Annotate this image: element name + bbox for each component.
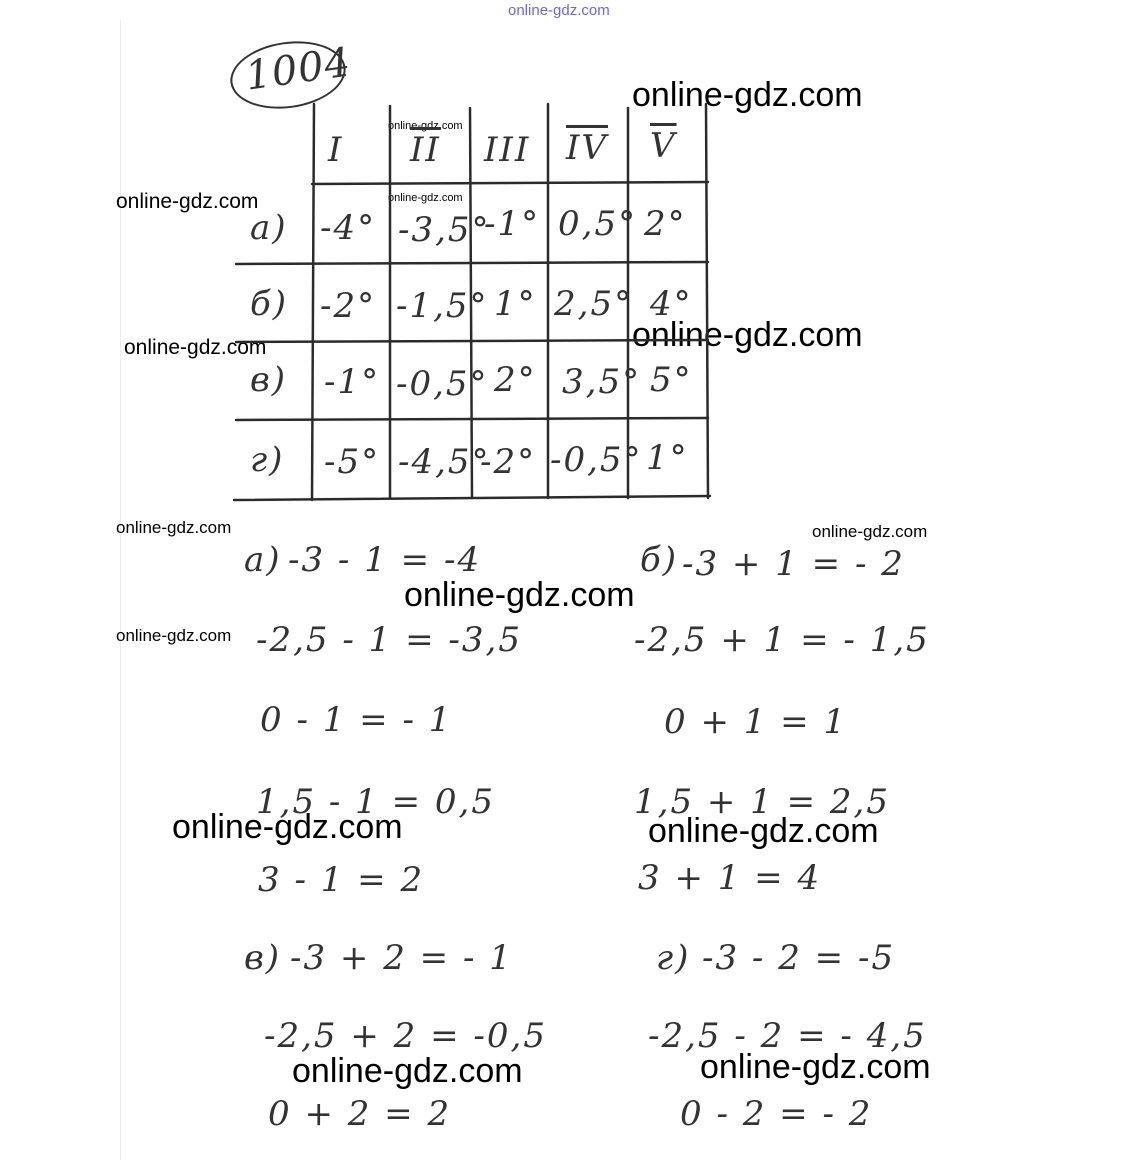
watermark: online-gdz.com xyxy=(632,76,863,114)
row-label: в) xyxy=(250,360,288,400)
table-cell: 2° xyxy=(644,204,687,244)
table-cell: 5° xyxy=(650,360,693,400)
watermark: online-gdz.com xyxy=(388,192,463,204)
watermark: online-gdz.com xyxy=(116,626,232,645)
solution-label: б) xyxy=(640,540,679,580)
table-cell: -2° xyxy=(320,286,377,326)
watermark: online-gdz.com xyxy=(648,812,879,850)
watermark: online-gdz.com xyxy=(124,336,267,359)
watermark: online-gdz.com xyxy=(388,120,463,132)
solution-line: 0 - 1 = - 1 xyxy=(260,700,453,740)
table-cell: 3,5° xyxy=(562,362,642,402)
solution-label: в) xyxy=(244,938,282,978)
solution-line: 3 - 1 = 2 xyxy=(258,860,425,900)
solution-line: -2,5 + 2 = -0,5 xyxy=(264,1016,547,1056)
solution-line: -2,5 - 1 = -3,5 xyxy=(256,620,522,660)
table-cell: -2° xyxy=(480,442,537,482)
row-label: г) xyxy=(250,440,285,480)
solution-line: -2,5 + 1 = - 1,5 xyxy=(634,620,930,660)
solution-label: а) xyxy=(244,540,282,580)
table-cell: -0,5° xyxy=(396,364,489,404)
table-cell: -0,5° xyxy=(550,440,643,480)
table-cell: -5° xyxy=(324,442,381,482)
watermark: online-gdz.com xyxy=(700,1048,931,1086)
solution-label: г) xyxy=(656,938,691,978)
table-cell: -4,5° xyxy=(398,442,491,482)
grid-line xyxy=(312,182,708,184)
watermark: online-gdz.com xyxy=(116,190,259,213)
solution-line: -3 - 2 = -5 xyxy=(702,938,896,978)
solution-line: -3 + 2 = - 1 xyxy=(290,938,513,978)
table-cell: 2,5° xyxy=(554,284,634,324)
problem-number: 1004 xyxy=(242,39,354,100)
table-cell: -1° xyxy=(324,362,381,402)
column-header: I xyxy=(328,130,344,170)
solution-line: 0 - 2 = - 2 xyxy=(680,1094,873,1134)
table-cell: -3,5° xyxy=(398,210,491,250)
table-cell: -4° xyxy=(320,208,377,248)
solution-line: -2,5 - 2 = - 4,5 xyxy=(648,1016,927,1056)
table-cell: 2° xyxy=(494,360,537,400)
solution-line: -3 - 1 = -4 xyxy=(288,540,482,580)
column-header: $\overline{IV}$ xyxy=(566,128,608,168)
column-header: $\overline{II}$ xyxy=(410,130,441,170)
solution-line: 0 + 2 = 2 xyxy=(268,1094,452,1134)
solution-line: -3 + 1 = - 2 xyxy=(682,544,905,584)
watermark: online-gdz.com xyxy=(172,808,403,846)
column-header: $\overline{V}$ xyxy=(650,126,677,166)
table-cell: -1° xyxy=(484,204,541,244)
grid-line xyxy=(312,104,314,500)
solution-line: 1,5 - 1 = 0,5 xyxy=(256,782,495,822)
watermark: online-gdz.com xyxy=(116,518,232,537)
table-cell: 1° xyxy=(494,284,537,324)
watermark: online-gdz.com xyxy=(292,1052,523,1090)
grid-line xyxy=(706,104,708,498)
watermark-top: online-gdz.com xyxy=(508,2,610,19)
watermark: online-gdz.com xyxy=(404,576,635,614)
solution-line: 1,5 + 1 = 2,5 xyxy=(634,782,890,822)
watermark: online-gdz.com xyxy=(632,316,863,354)
watermark: online-gdz.com xyxy=(812,522,928,541)
table-cell: -1,5° xyxy=(396,286,489,326)
row-label: б) xyxy=(250,284,289,324)
solution-line: 0 + 1 = 1 xyxy=(664,702,848,742)
column-header: III xyxy=(484,130,531,170)
row-label: а) xyxy=(250,208,288,248)
table-cell: 0,5° xyxy=(558,204,638,244)
solution-line: 3 + 1 = 4 xyxy=(638,858,822,898)
table-cell: 4° xyxy=(650,284,693,324)
table-cell: 1° xyxy=(646,438,689,478)
